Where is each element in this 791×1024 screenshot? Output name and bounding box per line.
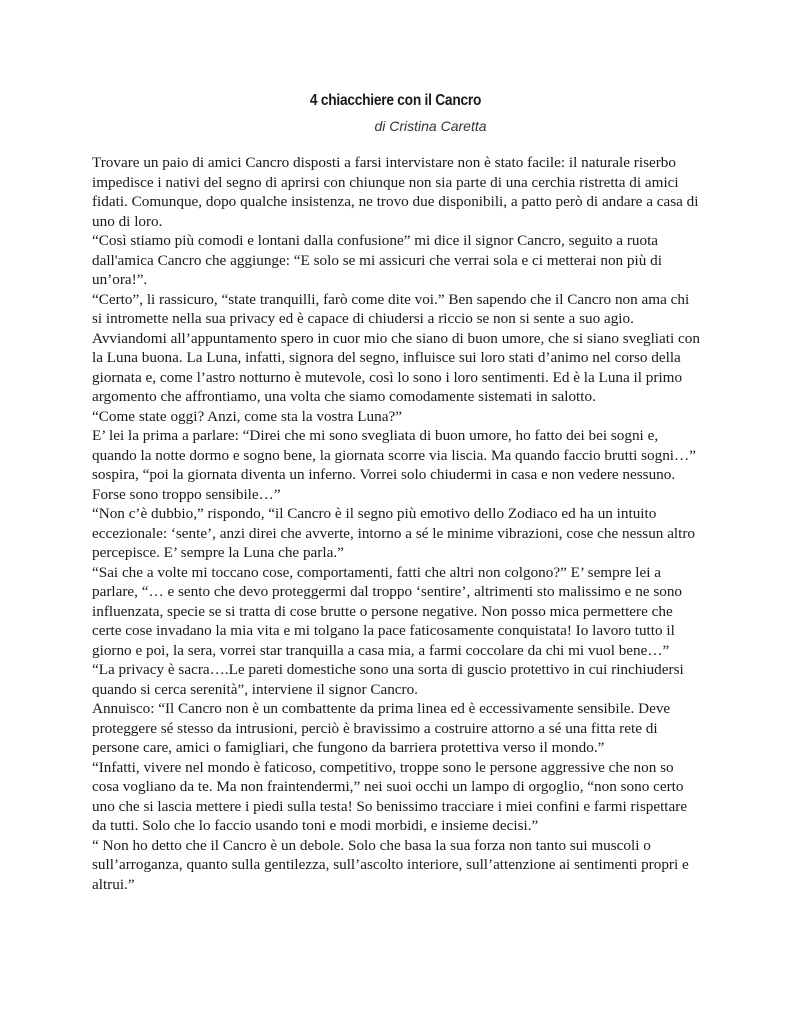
paragraph: “Come state oggi? Anzi, come sta la vostra Luna?” — [92, 407, 402, 425]
paragraph: “Non c’è dubbio,” rispondo, “il Cancro è il segno più emotivo dello Zodiaco ed ha un intuito eccezionale: ‘sente’, anzi direi che avverte, intorno a sé le minime vibrazioni, cose che nessun altro percepisce. E’ sempre la Luna che parla.” — [92, 505, 696, 561]
paragraph: E’ lei la prima a parlare: “Direi che mi sono svegliata di buon umore, ho fatto dei bei sogni e, quando la notte dormo e sogno bene, la giornata scorre via liscia. Ma quando faccio brutti sogni…” sospira, “poi la giornata diventa un inferno. Vorrei solo chiudermi in casa e non vedere nessuno. Forse sono troppo sensibile…” — [92, 427, 696, 503]
paragraph: “Sai che a volte mi toccano cose, comportamenti, fatti che altri non colgono?” E’ sempre lei a parlare, “… e sento che devo proteggermi dal troppo ‘sentire’, altrimenti sto malissimo e ne sono influenzata, specie se si tratta di cose brutte o persone negative. Non posso mica permettere che certe cose invadano la mia vita e mi tolgano la pace faticosamente conquistata! Io lavoro tutto il giorno e poi, la sera, vorrei star tranquilla a casa mia, a farmi coccolare da chi mi vuol bene…” — [92, 563, 683, 659]
paragraph: “La privacy è sacra….Le pareti domestiche sono una sorta di guscio protettivo in cui rinchiudersi quando si cerca serenità”, interviene il signor Cancro. — [92, 661, 684, 698]
paragraph: “ Non ho detto che il Cancro è un debole. Solo che basa la sua forza non tanto sui muscoli o sull’arroganza, quanto sulla gentilezza, sull’ascolto interiore, sull’attenzione ai sentimenti propri e altrui.” — [92, 836, 689, 893]
paragraph: Annuisco: “Il Cancro non è un combattente da prima linea ed è eccessivamente sensibile. Deve proteggere sé stesso da intrusioni, perciò è bravissimo a costruire attorno a sé una fitta rete di persone care, amici o famigliari, che fungono da barriera protettiva verso il mondo.” — [92, 700, 671, 756]
article-body — [92, 153, 702, 894]
article-author: di Cristina Caretta — [374, 118, 487, 134]
paragraph: “Così stiamo più comodi e lontani dalla confusione” mi dice il signor Cancro, seguito a ruota dall'amica Cancro che aggiunge: “E solo se mi assicuri che verrai sola e ci metterai non più di un’ora!”. — [92, 232, 662, 288]
paragraph: Trovare un paio di amici Cancro disposti a farsi intervistare non è stato facile: il naturale riserbo impedisce i nativi del segno di aprirsi con chiunque non sia parte di una cerchia ristretta di amici fidati. Comunque, dopo qualche insistenza, ne trovo due disponibili, a patto però di andare a casa di uno di loro. — [92, 154, 699, 230]
paragraph: “Infatti, vivere nel mondo è faticoso, competitivo, troppe sono le persone aggressive che non so cosa vogliano da te. Ma non fraintendermi,” nei suoi occhi un lampo di orgoglio, “non sono certo uno che si lascia mettere i piedi sulla testa! So benissimo tracciare i miei confini e farmi rispettare da tutti. Solo che lo faccio usando toni e modi morbidi, e insieme decisi.” — [92, 758, 688, 834]
article-title: 4 chiacchiere con il Cancro — [309, 92, 482, 109]
paragraph: “Certo”, li rassicuro, “state tranquilli, farò come dite voi.” Ben sapendo che il Cancro non ama chi si intromette nella sua privacy ed è capace di chiudersi a riccio se non si sente a suo agio. Avviandomi all’appuntamento spero in cuor mio che siano di buon umore, che si siano svegliati con la Luna buona. La Luna, infatti, signora del segno, influisce sui loro stati d’animo nel corso della giornata e, come l’astro notturno è mutevole, così lo sono i loro sentimenti. Ed è la Luna il primo argomento che affrontiamo, una volta che siamo comodamente sistemati in salotto. — [92, 290, 700, 405]
